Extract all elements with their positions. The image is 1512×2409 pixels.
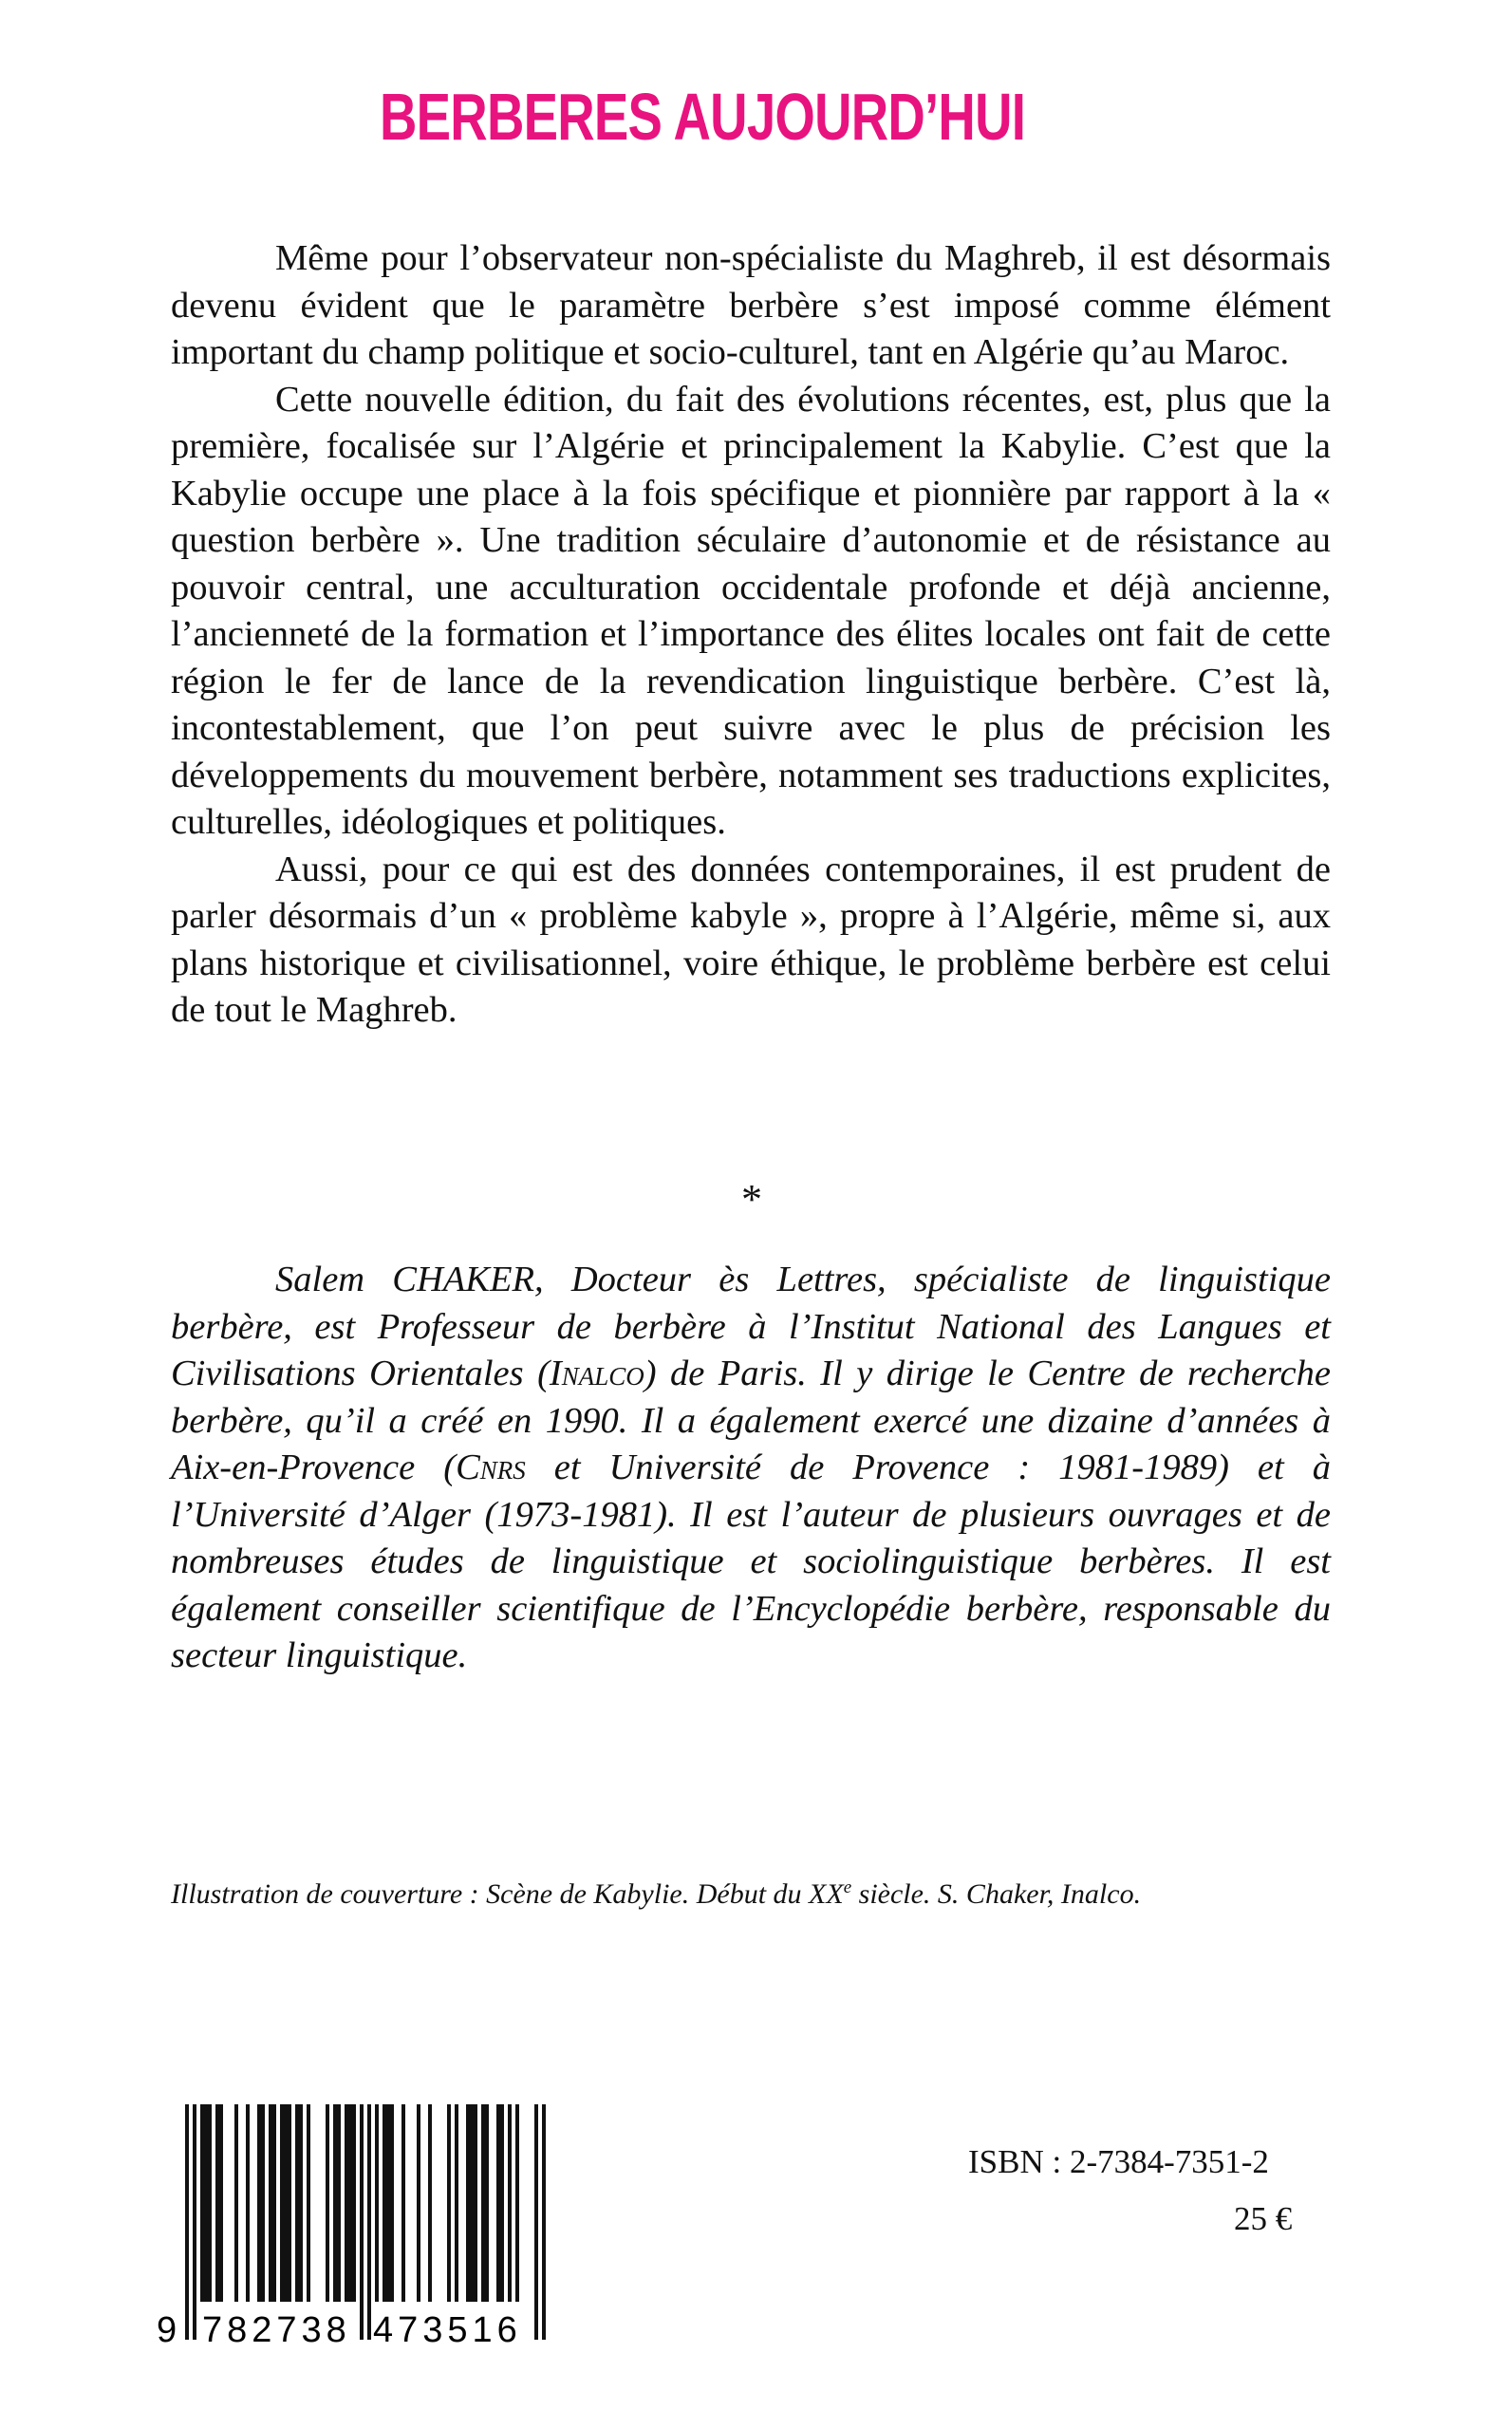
ean-barcode: [147, 2102, 574, 2349]
barcode-bar: [515, 2104, 519, 2302]
barcode-bar: [208, 2104, 212, 2302]
barcode-bar: [337, 2104, 341, 2302]
barcode-guard-bar: [193, 2104, 196, 2340]
barcode-bar: [333, 2104, 337, 2302]
price: 25 €: [1234, 2200, 1293, 2237]
barcode-bar: [447, 2104, 451, 2302]
barcode-bar: [284, 2104, 288, 2302]
barcode-bar: [345, 2104, 348, 2302]
bio-text-3: et Université de Provence : 1981-1989) et à l’Université d’Alger (1973-1981). Il est l’auteur de plusieurs ouvrages et de nombreuses études de linguistique et sociolinguistique berbères. Il est également conseiller scientifique de l’Encyclopédie berbère, responsable du secteur linguistique.: [171, 1447, 1332, 1675]
book-title: BERBERES AUJOURD’HUI: [380, 80, 1026, 154]
summary-paragraph-3: Aussi, pour ce qui est des données contemporaines, il est prudent de parler désormais d’un « problème kabyle », propre à l’Algérie, même si, aux plans historique et civilisationnel, voire éthique, le problème berbère est celui de tout le Maghreb.: [171, 849, 1331, 1030]
barcode-bar: [326, 2104, 329, 2302]
author-biography: [171, 1257, 1331, 1680]
barcode-bar: [474, 2104, 477, 2302]
barcode-bar: [288, 2104, 291, 2302]
barcode-guard-bar: [367, 2104, 371, 2340]
barcode-bar: [200, 2104, 204, 2302]
barcode-bar: [485, 2104, 489, 2302]
barcode-bar: [352, 2104, 356, 2302]
barcode-bar: [375, 2104, 379, 2302]
barcode-guard-bar: [185, 2104, 189, 2340]
back-cover-summary: [171, 235, 1331, 1035]
barcode-bar: [204, 2104, 208, 2302]
inalco-acronym: Inalco: [549, 1354, 644, 1393]
credit-text-2: siècle. S. Chaker, Inalco.: [851, 1878, 1142, 1910]
barcode-bar: [500, 2104, 504, 2302]
barcode-bar: [481, 2104, 485, 2302]
barcode-bar: [299, 2104, 303, 2302]
credit-text-1: Illustration de couverture : Scène de Kabylie. Début du XX: [171, 1878, 844, 1910]
barcode-leading-digit: 9: [157, 2310, 177, 2349]
barcode-bar: [280, 2104, 284, 2302]
barcode-bar: [307, 2104, 310, 2302]
section-separator: *: [741, 1176, 762, 1223]
barcode-bar: [261, 2104, 265, 2302]
barcode-bar: [470, 2104, 474, 2302]
barcode-guard-bar: [360, 2104, 364, 2340]
cnrs-acronym: Cnrs: [456, 1447, 526, 1487]
credit-superscript: e: [843, 1877, 852, 1897]
barcode-bar: [390, 2104, 394, 2302]
bio-text-1: Salem CHAKER, Docteur ès Lettres, spécialiste de linguistique berbère, est Professeur de berbère à l’Institut National des Langues et Civilisations Orientales (: [171, 1260, 1331, 1393]
barcode-bar: [348, 2104, 352, 2302]
barcode-bar: [496, 2104, 500, 2302]
barcode-graphic: [147, 2102, 574, 2349]
barcode-left-digits: 782738: [202, 2310, 351, 2349]
summary-paragraph-1: Même pour l’observateur non-spécialiste du Maghreb, il est désormais devenu évident que le paramètre berbère s’est imposé comme élément important du champ politique et socio-culturel, tant en Algérie qu’au Maroc.: [171, 238, 1331, 372]
barcode-bar: [234, 2104, 238, 2302]
isbn-number: ISBN : 2-7384-7351-2: [968, 2143, 1269, 2180]
barcode-bar: [508, 2104, 512, 2302]
barcode-bar: [295, 2104, 299, 2302]
barcode-bar: [401, 2104, 405, 2302]
barcode-guard-bar: [534, 2104, 538, 2340]
barcode-guard-bar: [542, 2104, 546, 2340]
bio-text-2: ) de Paris. Il y dirige le Centre de recherche berbère, qu’il a créé en 1990. Il a également exercé une dizaine d’années à Aix-en-Provence (: [171, 1354, 1331, 1487]
barcode-right-digits: 473516: [373, 2310, 522, 2349]
barcode-bar: [246, 2104, 250, 2302]
barcode-bar: [272, 2104, 276, 2302]
barcode-bar: [269, 2104, 272, 2302]
summary-paragraph-2: Cette nouvelle édition, du fait des évolutions récentes, est, plus que la première, focalisée sur l’Algérie et principalement la Kabylie. C’est que la Kabylie occupe une place à la fois spécifique et pionnière par rapport à la « question berbère ». Une tradition séculaire d’autonomie et de résistance au pouvoir central, une acculturation occidentale profonde et déjà ancienne, l’ancienneté de la formation et l’importance des élites locales ont fait de cette région le fer de lance de la revendication linguistique berbère. C’est là, incontestablement, que l’on peut suivre avec le plus de précision les développements du mouvement berbère, notamment ses traductions explicites, culturelles, idéologiques et politiques.: [171, 379, 1331, 842]
barcode-bar: [386, 2104, 390, 2302]
barcode-bar: [257, 2104, 261, 2302]
barcode-bar: [219, 2104, 223, 2302]
barcode-bar: [455, 2104, 458, 2302]
barcode-bar: [428, 2104, 432, 2302]
barcode-bar: [417, 2104, 420, 2302]
barcode-bar: [215, 2104, 219, 2302]
author-bio-paragraph: [171, 1257, 1331, 1680]
barcode-bar: [383, 2104, 386, 2302]
barcode-bar: [466, 2104, 470, 2302]
cover-illustration-credit: [171, 1870, 1331, 1913]
